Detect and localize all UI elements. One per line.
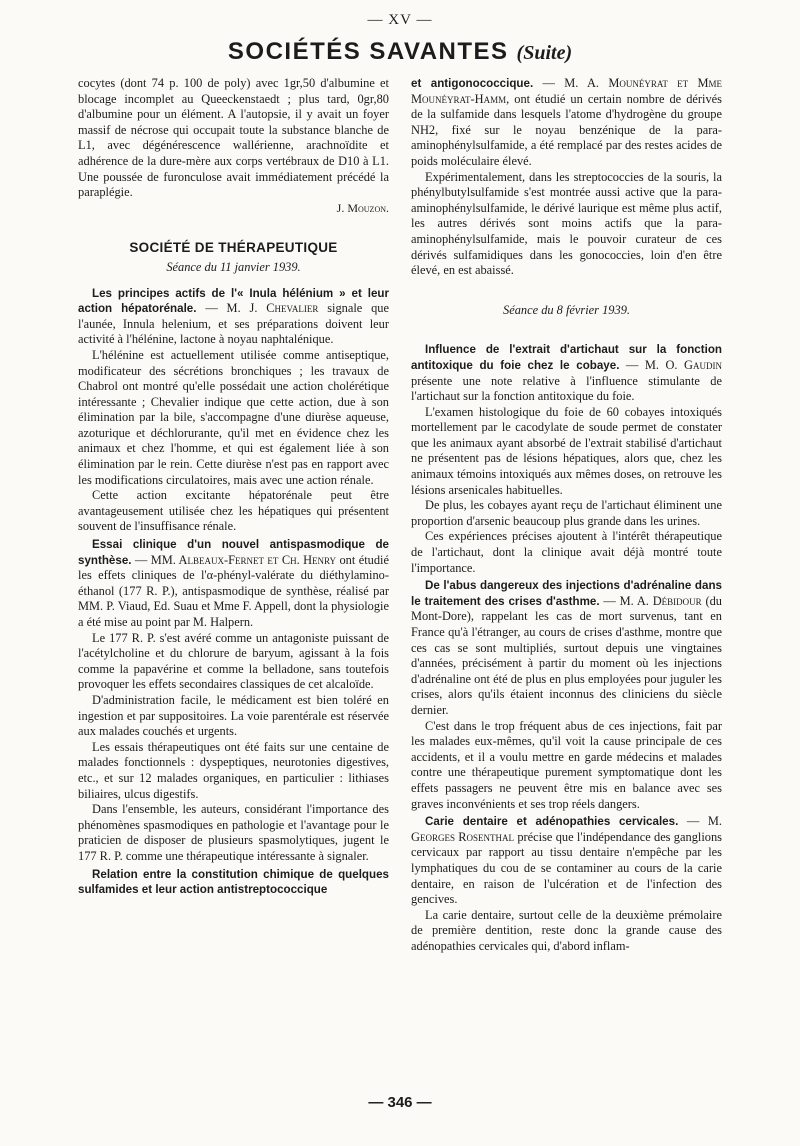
- communication-title: De l'abus dangereux des injections d'adrénaline dans le traitement des crises d'asthme.: [411, 579, 722, 608]
- communication-entry: De l'abus dangereux des injections d'adrénaline dans le traitement des crises d'asthme. — M. A. Débidour (du Mont-Dore), rappelant les cas de mort survenus, tant en France qu'à l'étranger, au cours de crises d'asthme, montre que ces cas se sont multipliés, surtout depuis une vingtaines d'années, précisément à partir du moment où les injections d'adrénaline ont été de plus en plus employées pour juguler les crises, alors qu'ils étaient inconnus des cliniciens du siècle dernier.: [411, 579, 722, 717]
- paragraph: Ces expériences précises ajoutent à l'intérêt thérapeutique de l'artichaut, dont la clinique avait déjà montré toute l'importance.: [411, 529, 722, 575]
- communication-title: Essai clinique d'un nouvel antispasmodique de synthèse.: [78, 538, 389, 567]
- page-header: [0, 38, 800, 66]
- communication-entry: Essai clinique d'un nouvel antispasmodique de synthèse. — MM. Albeaux-Fernet et Ch. Henry ont étudié les effets cliniques de l'α-phényl-valérate du diéthylamino-éthanol (177 R. P.), antispasmodique de synthèse, réalisé par MM. P. Viaud, Ed. Suau et Mme F. Appell, dont la physiologie a été mise au point par M. Halpern.: [78, 538, 389, 629]
- paragraph: De plus, les cobayes ayant reçu de l'artichaut éliminent une proportion d'arsenic beaucoup plus grande dans les urines.: [411, 498, 722, 528]
- communication-entry: Carie dentaire et adénopathies cervicales. — M. Georges Rosenthal précise que l'indépendance des ganglions cervicaux par rapport au tissu dentaire n'empêche par les lymphatiques du cou de se contaminer au cours de la carie dentaire, en raison de l'ulcération et de l'infection des gencives.: [411, 814, 722, 907]
- page-title: SOCIÉTÉS SAVANTES: [227, 38, 509, 65]
- communication-author: M. A. Débidour: [619, 593, 702, 608]
- section-title: SOCIÉTÉ DE THÉRAPEUTIQUE: [129, 240, 338, 256]
- page-number: — 346 —: [368, 1094, 432, 1111]
- paragraph: Les essais thérapeutiques ont été faits sur une centaine de malades fonctionnels : dyspeptiques, neurotonies digestives, etc., et sur 12 malades organiques, en particulier : lithiases biliaires, ulcus digestifs.: [78, 739, 389, 801]
- paragraph: cocytes (dont 74 p. 100 de poly) avec 1gr,50 d'albumine et blocage incomplet au Queeckenstaedt ; plus tard, 0gr,80 d'albumine pour un élément. A l'autopsie, il y avait un foyer massif de nécrose qui occupait toute la substance blanche de L1, avec dégénérescence wallérienne, arachnoïdite et adhérence de la dure-mère aux corps vertébraux de D10 à L1. Une poussée de furonculose avait immédiatement précédé la paraplégie.: [78, 76, 389, 200]
- communication-title: Les principes actifs de l'« Inula hélénium » et leur action hépatorénale.: [78, 286, 389, 316]
- communication-text: ont étudié un certain nombre de dérivés de la sulfamide dans lesquels l'atome d'hydrogène du groupe NH2, fixé sur le noyau benzénique de la para-aminophénylsulfamide, a été remplacé par des restes acides de poids moléculaire élevé.: [411, 91, 722, 168]
- paragraph: La carie dentaire, surtout celle de la deuxième prémolaire de première dentition, reste donc la grande cause des adénopathies cervicales qui, d'abord inflam-: [411, 907, 722, 953]
- right-column: [411, 76, 722, 954]
- communication-title: Carie dentaire et adénopathies cervicales.: [425, 815, 679, 829]
- left-column: [78, 76, 389, 898]
- communication-entry: Influence de l'extrait d'artichaut sur la fonction antitoxique du foie chez le cobaye. — M. O. Gaudin présente une note relative à l'influence stimulante de l'artichaut sur la fonction antitoxique du foie.: [411, 343, 722, 404]
- communication-author: M. O. Gaudin: [644, 357, 722, 372]
- session-date: Séance du 11 janvier 1939.: [166, 259, 301, 274]
- paragraph: D'administration facile, le médicament est bien toléré en ingestion et par suppositoires. La voie parentérale est réservée aux malades couchés et urgents.: [78, 692, 389, 739]
- communication-author: M. A. Mounéyrat et Mme Mounéyrat-Hamm,: [411, 76, 722, 106]
- paragraph: L'hélénine est actuellement utilisée comme antiseptique, modificateur des sécrétions bronchiques ; les travaux de Chabrol ont montré qu'elle possédait une action cholérétique intéressante ; Chevalier indique que cette action, due à son élimination par la bile, s'accompagne d'une diurèse aqueuse, azoturique et déchlorurante, qu'il met en évidence chez les animaux et chez l'homme, et qui est également liée à son élimination par le rein. Cette diurèse n'est pas en rapport avec les modifications circulatoires, mais avec une action rénale.: [78, 347, 389, 487]
- communication-text: ont étudié les effets cliniques de l'α-phényl-valérate du diéthylamino-éthanol (177 R. P.), antispasmodique de synthèse, réalisé par MM. P. Viaud, Ed. Suau et Mme F. Appell, dont la physiologie a été mise au point par M. Halpern.: [78, 552, 389, 629]
- communication-text: présente une note relative à l'influence stimulante de l'artichaut sur la fonction antitoxique du foie.: [411, 373, 722, 404]
- communication-entry: [78, 867, 389, 898]
- communication-author: M. Georges Rosenthal: [411, 814, 722, 844]
- communication-text: précise que l'indépendance des ganglions cervicaux par rapport au tissu dentaire n'empêche par les lymphatiques du cou de se contaminer au cours de la carie dentaire, en raison de l'ulcération et de l'infection des gencives.: [411, 829, 722, 907]
- paragraph: Cette action excitante hépatorénale peut être avantageusement utilisée chez les hépatiques qui présentent souvent de l'insuffisance rénale.: [78, 488, 389, 534]
- paragraph: C'est dans le trop fréquent abus de ces injections, fait par les malades eux-mêmes, qu'il voit la cause principale de ces accidents, et il a voulu mettre en garde médecins et malades contre une thérapeutique purement symptomatique dont les effets passagers ne peuvent être mis en balance avec ses graves inconvénients et ses trop réels dangers.: [411, 718, 722, 811]
- signature: J. Mouzon.: [336, 200, 389, 215]
- communication-text: signale que l'aunée, Innula helenium, et ses préparations doivent leur activité à l'hélénine, lactone à noyau naphtalénique.: [78, 301, 390, 347]
- communication-title: Influence de l'extrait d'artichaut sur la fonction antitoxique du foie chez le cobaye.: [411, 343, 722, 372]
- page-title-suite: (Suite): [516, 42, 573, 64]
- paragraph: L'examen histologique du foie de 60 cobayes intoxiqués mortellement par le cacodylate de soude permet de constater que les animaux ayant absorbé de l'extrait stabilisé d'artichaut ne présentent pas de lésions hépatiques, alors que, chez les animaux témoins intoxiqués aux mêmes doses, on retrouve les lésions arsenicales habituelles.: [411, 404, 722, 497]
- communication-title: et antigonococcique.: [411, 77, 534, 90]
- session-date: Séance du 8 février 1939.: [503, 302, 630, 317]
- communication-author: M. J. Chevalier: [226, 301, 319, 316]
- communication-entry: et antigonococcique. — M. A. Mounéyrat et Mme Mounéyrat-Hamm, ont étudié un certain nombre de dérivés de la sulfamide dans lesquels l'atome d'hydrogène du groupe NH2, fixé sur le noyau benzénique de la para-aminophénylsulfamide, a été remplacé par des restes acides de poids moléculaire élevé.: [411, 76, 722, 168]
- communication-author: MM. Albeaux-Fernet et Ch. Henry: [150, 552, 337, 567]
- communication-title: Relation entre la constitution chimique de quelques sulfamides et leur action antistreptococcique: [78, 867, 389, 897]
- paragraph: Expérimentalement, dans les streptococcies de la souris, la phénylbutylsulfamide s'est montrée aussi active que la para-aminophénylsulfamide, le dérivé laurique est même plus actif, les autres dérivés sont moins actifs que la para-aminophénylsulfamide, mais le pouvoir curateur de ces dérivés sulfamidiques dans les gonococcies, loin d'en être élevé, en est abaissé.: [411, 169, 722, 278]
- communication-text: (du Mont-Dore), rappelant les cas de mort survenus, tant en France qu'à l'étranger, au cours de crises d'asthme, montre que ces cas se sont multipliés, surtout depuis une vingtaines d'années, précisément à partir du moment où les injections d'adrénaline ont été de plus en plus employées pour juguler les crises, alors qu'ils étaient inconnus des cliniciens du siècle dernier.: [411, 593, 722, 717]
- paragraph: Dans l'ensemble, les auteurs, considérant l'importance des phénomènes spasmodiques en pathologie et l'avantage pour le praticien de disposer de plusieurs spasmolytiques, jugent le 177 R. P. comme une thérapeutique intéressante à signaler.: [78, 802, 389, 863]
- paragraph: Le 177 R. P. s'est avéré comme un antagoniste puissant de l'acétylcholine et du chlorure de baryum, agissant à la fois comme la papavérine et comme la belladone, sans toutefois provoquer les effets secondaires classiques de cet alcaloïde.: [78, 630, 389, 692]
- roman-page-number: — XV —: [367, 12, 433, 28]
- communication-entry: Les principes actifs de l'« Inula hélénium » et leur action hépatorénale. — M. J. Chevalier signale que l'aunée, Innula helenium, et ses préparations doivent leur activité à l'hélénine, lactone à noyau naphtalénique.: [78, 286, 390, 347]
